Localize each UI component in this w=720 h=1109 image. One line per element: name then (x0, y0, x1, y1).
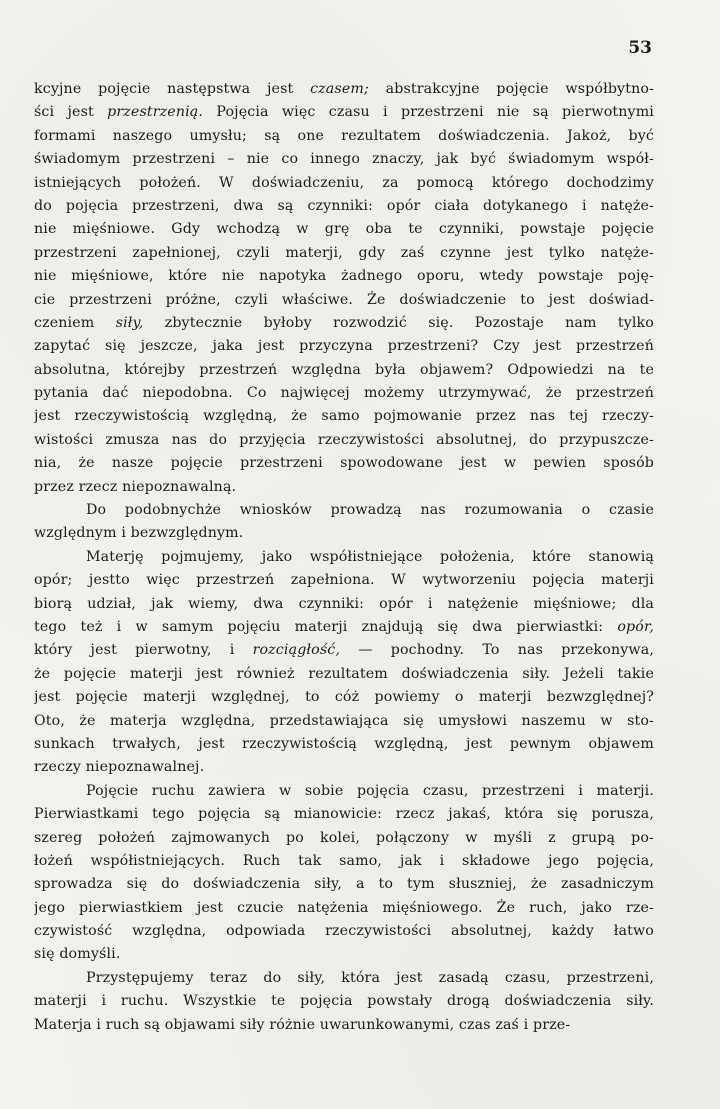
text-line (34, 172, 654, 195)
text-line (34, 920, 654, 943)
text-line (34, 125, 654, 148)
paragraph (34, 78, 654, 499)
text-run: absolutna, którejby przestrzeń względna była objawem? Odpowiedzi na te (34, 361, 654, 378)
text-line (34, 218, 654, 241)
text-line (34, 686, 654, 709)
text-run: Do podobnychże wniosków prowadzą nas rozumowania o czasie (86, 502, 654, 519)
text-run: rzeczy niepoznawalnej. (34, 759, 205, 776)
text-line (34, 359, 654, 382)
text-run: Pojęcia więc czasu i przestrzeni nie są pierwotnymi (203, 104, 654, 121)
text-run: Pierwiastkami tego pojęcia są mianowicie: rzecz jakaś, która się porusza, (34, 806, 654, 823)
emphasized-term: opór, (617, 618, 654, 635)
text-run: szereg położeń zajmowanych po kolei, połączony w myśli z grupą po- (34, 829, 654, 846)
body-text (34, 78, 654, 1037)
text-run: kcyjne pojęcie następstwa jest (34, 81, 311, 97)
text-line (34, 452, 654, 475)
text-line (34, 476, 654, 499)
text-run: nia, że nasze pojęcie przestrzeni spowodowane jest w pewien sposób (34, 455, 654, 472)
text-run: tego też i w samym pojęciu materji znajdują się dwa pierwiastki: (34, 618, 618, 635)
text-run: czeniem (34, 314, 116, 331)
text-run: się domyśli. (34, 946, 121, 963)
text-run: jest pojęcie materji względnej, to cóż powiemy o materji bezwzględnej? (34, 689, 654, 706)
text-run: — pochodny. To nas przekonywa, (340, 642, 654, 659)
text-run: który jest pierwotny, i (34, 642, 253, 659)
emphasized-term: przestrzenią. (107, 104, 204, 121)
text-run: łożeń współistniejących. Ruch tak samo, jak i składowe jego pojęcia, (34, 852, 654, 869)
text-line (34, 897, 654, 920)
text-line (34, 827, 654, 850)
text-line (34, 429, 654, 452)
emphasized-term: rozciągłość, (252, 642, 341, 659)
text-run: Oto, że materja względna, przedstawiająca się umysłowi naszemu w sto- (34, 712, 654, 729)
paragraph (34, 546, 654, 780)
text-run: zapytać się jeszcze, jaka jest przyczyna przestrzeni? Czy jest przestrzeń (34, 338, 654, 355)
text-line (34, 967, 654, 990)
text-line (34, 1014, 654, 1037)
text-line (34, 803, 654, 826)
text-run: sprowadza się do doświadczenia siły, a to tym słuszniej, że zasadniczym (34, 876, 654, 893)
text-run: biorą udział, jak wiemy, dwa czynniki: opór i natężenie mięśniowe; dla (34, 595, 654, 612)
text-line (34, 733, 654, 756)
text-run: istniejących położeń. W doświadczeniu, za pomocą którego dochodzimy (34, 174, 654, 191)
text-run: nie mięśniowe. Gdy wchodzą w grę oba te czynniki, powstaje pojęcie (34, 221, 654, 238)
text-run: względnym i bezwzględnym. (34, 525, 244, 542)
text-line (34, 639, 654, 662)
text-line (34, 78, 654, 101)
text-line (34, 312, 654, 335)
text-line (34, 756, 654, 779)
emphasized-term: czasem; (310, 81, 369, 97)
text-line (34, 850, 654, 873)
text-run: nie mięśniowe, które nie napotyka żadnego oporu, wtedy powstaje poję- (34, 268, 654, 285)
text-run: jest rzeczywistością względną, że samo pojmowanie przez nas tej rzeczy- (34, 408, 654, 425)
text-line (34, 265, 654, 288)
text-line (34, 990, 654, 1013)
text-run: cie przestrzeni próżne, czyli właściwe. Że doświadczenie to jest doświad- (34, 291, 654, 308)
text-run: świadomym przestrzeni – nie co innego znaczy, jak być świadomym współ- (34, 151, 654, 168)
text-line (34, 382, 654, 405)
text-run: do pojęcia przestrzeni, dwa są czynniki: opór ciała dotykanego i natęże- (34, 197, 654, 214)
paragraph (34, 780, 654, 967)
text-run: formami naszego umysłu; są one rezultatem doświadczenia. Jakoż, być (34, 127, 654, 144)
text-run: że pojęcie materji jest również rezultatem doświadczenia siły. Jeżeli takie (34, 665, 654, 682)
text-line (34, 405, 654, 428)
text-run: przez rzecz niepoznawalną. (34, 478, 237, 495)
text-line (34, 499, 654, 522)
text-line (34, 780, 654, 803)
text-line (34, 195, 654, 218)
text-line (34, 242, 654, 265)
text-line (34, 663, 654, 686)
text-run: czywistość względna, odpowiada rzeczywistości absolutnej, każdy łatwo (34, 923, 654, 940)
text-run: wistości zmusza nas do przyjęcia rzeczywistości absolutnej, do przypuszcze- (34, 431, 654, 448)
text-run: jego pierwiastkiem jest czucie natężenia mięśniowego. Że ruch, jako rze- (34, 899, 654, 916)
text-line (34, 335, 654, 358)
text-line (34, 148, 654, 171)
text-line (34, 943, 654, 966)
text-run: Pojęcie ruchu zawiera w sobie pojęcia czasu, przestrzeni i materji. (86, 782, 654, 799)
text-run: opór; jestto więc przestrzeń zapełniona. W wytworzeniu pojęcia materji (34, 572, 654, 589)
text-line (34, 101, 654, 124)
text-line (34, 873, 654, 896)
paragraph (34, 499, 654, 546)
text-run: materji i ruchu. Wszystkie te pojęcia powstały drogą doświadczenia siły. (34, 993, 654, 1010)
text-line (34, 569, 654, 592)
text-run: Przystępujemy teraz do siły, która jest zasadą czasu, przestrzeni, (86, 969, 654, 986)
text-line (34, 522, 654, 545)
text-run: pytania dać niepodobna. Co najwięcej możemy utrzymywać, że przestrzeń (34, 385, 654, 402)
text-line (34, 710, 654, 733)
emphasized-term: siły, (115, 314, 144, 331)
text-run: abstrakcyjne pojęcie współbytno- (368, 81, 654, 97)
text-run: Materję pojmujemy, jako współistniejące położenia, które stanowią (86, 548, 654, 565)
text-line (34, 289, 654, 312)
text-line (34, 593, 654, 616)
text-line (34, 546, 654, 569)
text-run: ści jest (34, 104, 108, 121)
text-run: sunkach trwałych, jest rzeczywistością względną, jest pewnym objawem (34, 735, 654, 752)
page-number: 53 (628, 38, 652, 58)
text-run: Materja i ruch są objawami siły różnie uwarunkowanymi, czas zaś i prze- (34, 1016, 571, 1033)
text-line (34, 616, 654, 639)
text-run: przestrzeni zapełnionej, czyli materji, gdy zaś czynne jest tylko natęże- (34, 244, 654, 261)
paragraph (34, 967, 654, 1037)
text-run: zbytecznie byłoby rozwodzić się. Pozostaje nam tylko (143, 314, 654, 331)
